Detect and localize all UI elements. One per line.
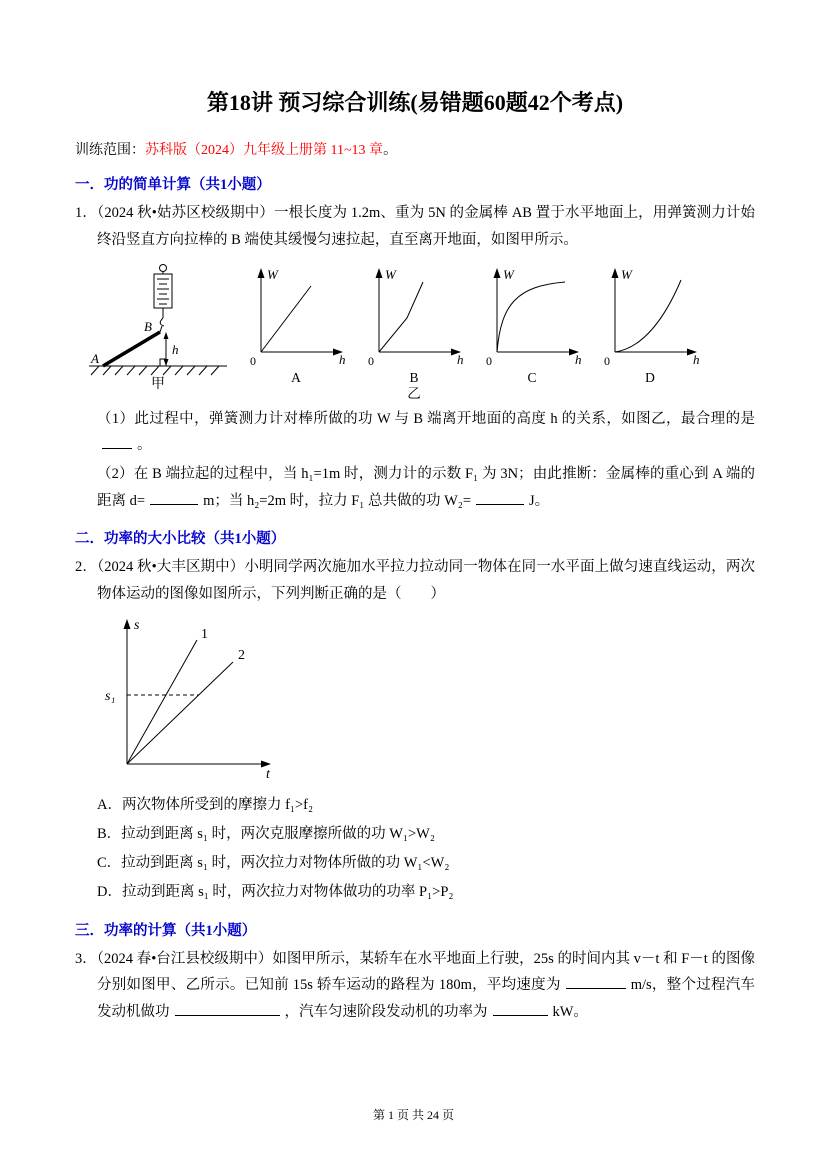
answer-blank[interactable] xyxy=(175,1001,280,1016)
w-axis-label: W xyxy=(503,266,514,282)
graph-c-concave xyxy=(477,262,587,370)
option-d: D．拉动到距离 s₁ 时，两次拉力对物体做功的功率 P₁>P₂ xyxy=(97,883,454,900)
graph-option-a xyxy=(241,262,351,386)
question-1-part-2: （2）在 B 端拉起的过程中，当 h₁=1m 时，测力计的示数 F₁ 为 3N；由此推断：金属棒的重心到 A 端的距离 d= m；当 h₂=2m 时，拉力 F₁ 总共做的功 W₂= J。 xyxy=(97,466,755,510)
graph-option-b xyxy=(359,262,469,402)
apparatus-figure xyxy=(83,262,233,390)
origin-label: 0 xyxy=(486,353,492,368)
rod-end-a-label: A xyxy=(91,350,99,366)
graph-option-c xyxy=(477,262,587,386)
question-3-stem: 3．（2024 春•台江县校级期中）如图甲所示，某轿车在水平地面上行驶，25s 的时间内其 v－t 和 F－t 的图像分别如图甲、乙所示。已知前 15s 轿车运动的路程为 180m，平均速度为 m/s，整个过程汽车发动机做功 ，汽车匀速阶段发动机的功率为 kW。 xyxy=(75,950,755,1021)
training-scope xyxy=(75,139,755,159)
section-heading-1: 一．功的简单计算（共1小题） xyxy=(75,177,271,193)
graph-d-convex xyxy=(595,262,705,370)
question-1-stem: 1．（2024 秋•姑苏区校级期中）一根长度为 1.2m、重为 5N 的金属棒 AB 置于水平地面上，用弹簧测力计始终沿竖直方向拉棒的 B 端使其缓慢匀速拉起，直至离开地面，如图甲所示。 xyxy=(75,205,756,248)
question-1-number: 1． xyxy=(75,205,98,221)
t-axis-label: t xyxy=(266,766,270,782)
answer-blank[interactable] xyxy=(102,434,132,449)
question-2-stem: 2．（2024 秋•大丰区期中）小明同学两次施加水平拉力拉动同一物体在同一水平面上做匀速直线运动，两次物体运动的图像如图所示，下列判断正确的是（ ） xyxy=(75,558,755,602)
scope-suffix: 。 xyxy=(383,143,398,158)
origin-label: 0 xyxy=(604,353,610,368)
page-title: 第18讲 预习综合训练(易错题60题42个考点) xyxy=(206,90,624,115)
answer-blank[interactable] xyxy=(493,1001,548,1016)
figure-1 xyxy=(83,262,755,402)
h-axis-label: h xyxy=(575,351,582,367)
answer-blank[interactable] xyxy=(566,974,626,989)
graph-a-letter: A xyxy=(291,369,301,385)
scope-label: 训练范围： xyxy=(75,143,145,158)
line-1-label: 1 xyxy=(201,626,208,642)
s-axis-label: s xyxy=(134,617,140,633)
question-2-options xyxy=(75,791,755,907)
option-a: A．两次物体所受到的摩擦力 f₁>f₂ xyxy=(97,796,314,813)
graph-b-letter: B xyxy=(409,369,419,385)
w-axis-label: W xyxy=(621,266,632,282)
question-2-number: 2． xyxy=(75,558,97,575)
graph-d-letter: D xyxy=(645,369,655,385)
graph-c-letter: C xyxy=(527,369,537,385)
origin-label: 0 xyxy=(368,353,374,368)
spring-scale-rod-diagram xyxy=(83,262,233,390)
question-1-part-1: （1）此过程中，弹簧测力计对棒所做的功 W 与 B 端离开地面的高度 h 的关系，如图乙，最合理的是。 xyxy=(97,410,755,454)
section-heading-3: 三．功率的计算（共1小题） xyxy=(75,922,257,939)
w-axis-label: W xyxy=(385,266,396,282)
rod-end-b-label: B xyxy=(144,318,152,334)
h-axis-label: h xyxy=(693,351,700,367)
height-label: h xyxy=(172,341,179,357)
graph-b-bilinear xyxy=(359,262,469,370)
w-axis-label: W xyxy=(267,266,278,282)
option-c: C．拉动到距离 s₁ 时，两次拉力对物体所做的功 W₁<W₂ xyxy=(97,854,450,871)
answer-blank[interactable] xyxy=(476,490,524,505)
scope-highlight: 苏科版（2024）九年级上册第 11~13 章 xyxy=(145,143,384,158)
s1-mark-label: s₁ xyxy=(105,688,116,704)
question-3-number: 3． xyxy=(75,950,97,967)
origin-label: 0 xyxy=(250,353,256,368)
figure-2 xyxy=(95,614,755,789)
figure-set-caption-yi: 乙 xyxy=(407,385,421,401)
page-footer: 第 1 页 共 24 页 xyxy=(372,1108,454,1122)
h-axis-label: h xyxy=(457,351,464,367)
option-b: B．拉动到距离 s₁ 时，两次克服摩擦所做的功 W₁>W₂ xyxy=(97,825,435,842)
line-2-label: 2 xyxy=(238,647,245,663)
apparatus-caption-jia: 甲 xyxy=(151,376,165,390)
answer-blank[interactable] xyxy=(150,490,198,505)
h-axis-label: h xyxy=(339,351,346,367)
section-heading-2: 二．功率的大小比较（共1小题） xyxy=(75,530,286,547)
graph-a-linear xyxy=(241,262,351,370)
graph-option-d xyxy=(595,262,705,386)
s-t-graph xyxy=(95,614,290,784)
